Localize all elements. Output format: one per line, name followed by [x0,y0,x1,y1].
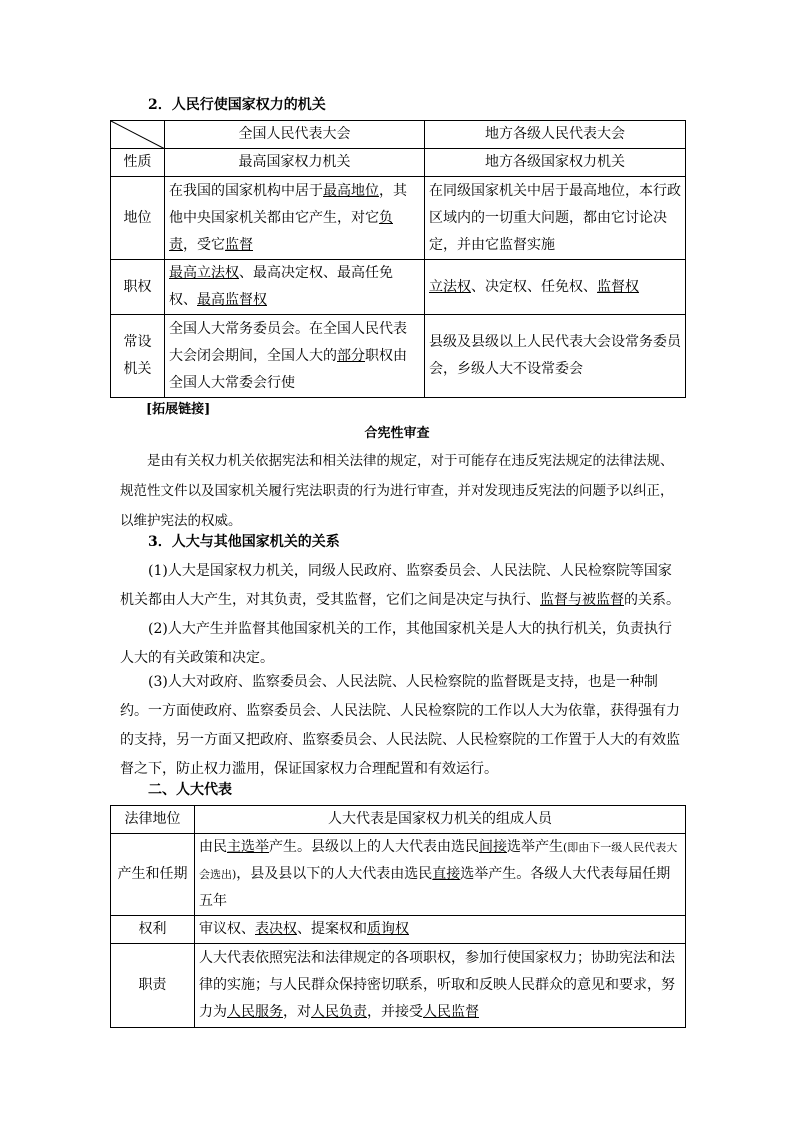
deputies-table [110,805,686,1028]
label-election-term: 产生和任期 [111,834,195,916]
section-3-title: 3．人大与其他国家机关的关系 [148,534,340,550]
national-nature: 最高国家权力机关 [165,149,425,177]
section-3-paragraph-1: (1)人大是国家权力机关，同级人民政府、监察委员会、人民法院、人民检察院等国家机关都由人大产生，对其负责，受其监督，它们之间是决定与执行、监督与被监督的关系。 [120,563,680,608]
people-power-organs-table [110,120,686,398]
local-standing-body: 县级及县级以上人民代表大会设常务委员会，乡级人大不设常委会 [425,315,686,398]
content-election-term: 由民主选举产生。县级以上的人大代表由选民间接选举产生(即由下一级人民代表大会选出)，县及县以下的人大代表由选民直接选举产生。各级人大代表每届任期五年 [195,834,686,916]
section-deputies-title: 二、人大代表 [148,782,232,798]
diagonal-header-cell [111,121,165,149]
local-nature: 地方各级国家权力机关 [425,149,686,177]
local-powers: 立法权、决定权、任免权、监督权 [425,260,686,315]
extension-tag: [拓展链接] [146,402,211,417]
extension-title: 合宪性审查 [364,426,430,441]
content-legal-status: 人大代表是国家权力机关的组成人员 [195,806,686,834]
national-status: 在我国的国家机构中居于最高地位，其他中央国家机关都由它产生，对它负责，受它监督 [165,177,425,260]
row-label-standing-body: 常设 机关 [111,315,165,398]
content-rights: 审议权、表决权、提案权和质询权 [195,916,686,944]
section-3-paragraph-2: (2)人大产生并监督其他国家机关的工作，其他国家机关是人大的执行机关，负责执行人大的有关政策和决定。 [120,621,672,666]
national-standing-body: 全国人大常务委员会。在全国人民代表大会闭会期间，全国人大的部分职权由全国人大常委会行使 [165,315,425,398]
national-powers: 最高立法权、最高决定权、最高任免权、最高监督权 [165,260,425,315]
row-label-status: 地位 [111,177,165,260]
header-local-congress: 地方各级人民代表大会 [425,121,686,149]
row-label-powers: 职权 [111,260,165,315]
content-duties: 人大代表依照宪法和法律规定的各项职权，参加行使国家权力；协助宪法和法律的实施；与人民群众保持密切联系，听取和反映人民群众的意见和要求，努力为人民服务，对人民负责，并接受人民监督 [195,944,686,1028]
label-legal-status: 法律地位 [111,806,195,834]
row-label-nature: 性质 [111,149,165,177]
local-status: 在同级国家机关中居于最高地位，本行政区域内的一切重大问题，都由它讨论决定，并由它监督实施 [425,177,686,260]
label-rights: 权利 [111,916,195,944]
diagonal-line [111,121,165,149]
header-national-congress: 全国人民代表大会 [165,121,425,149]
section-3-paragraph-3: (3)人大对政府、监察委员会、人民法院、人民检察院的监督既是支持，也是一种制约。一方面使政府、监察委员会、人民法院、人民检察院的工作以人大为依靠，获得强有力的支持，另一方面又把政府、监察委员会、人民法院、人民检察院的工作置于人大的有效监督之下，防止权力滥用，保证国家权力合理配置和有效运行。 [120,674,680,777]
label-duties: 职责 [111,944,195,1028]
extension-body: 是由有关权力机关依据宪法和相关法律的规定，对于可能存在违反宪法规定的法律法规、规范性文件以及国家机关履行宪法职责的行为进行审查，并对发现违反宪法的问题予以纠正，以维护宪法的权威。 [120,453,674,529]
section-2-title: 2．人民行使国家权力的机关 [148,97,326,113]
